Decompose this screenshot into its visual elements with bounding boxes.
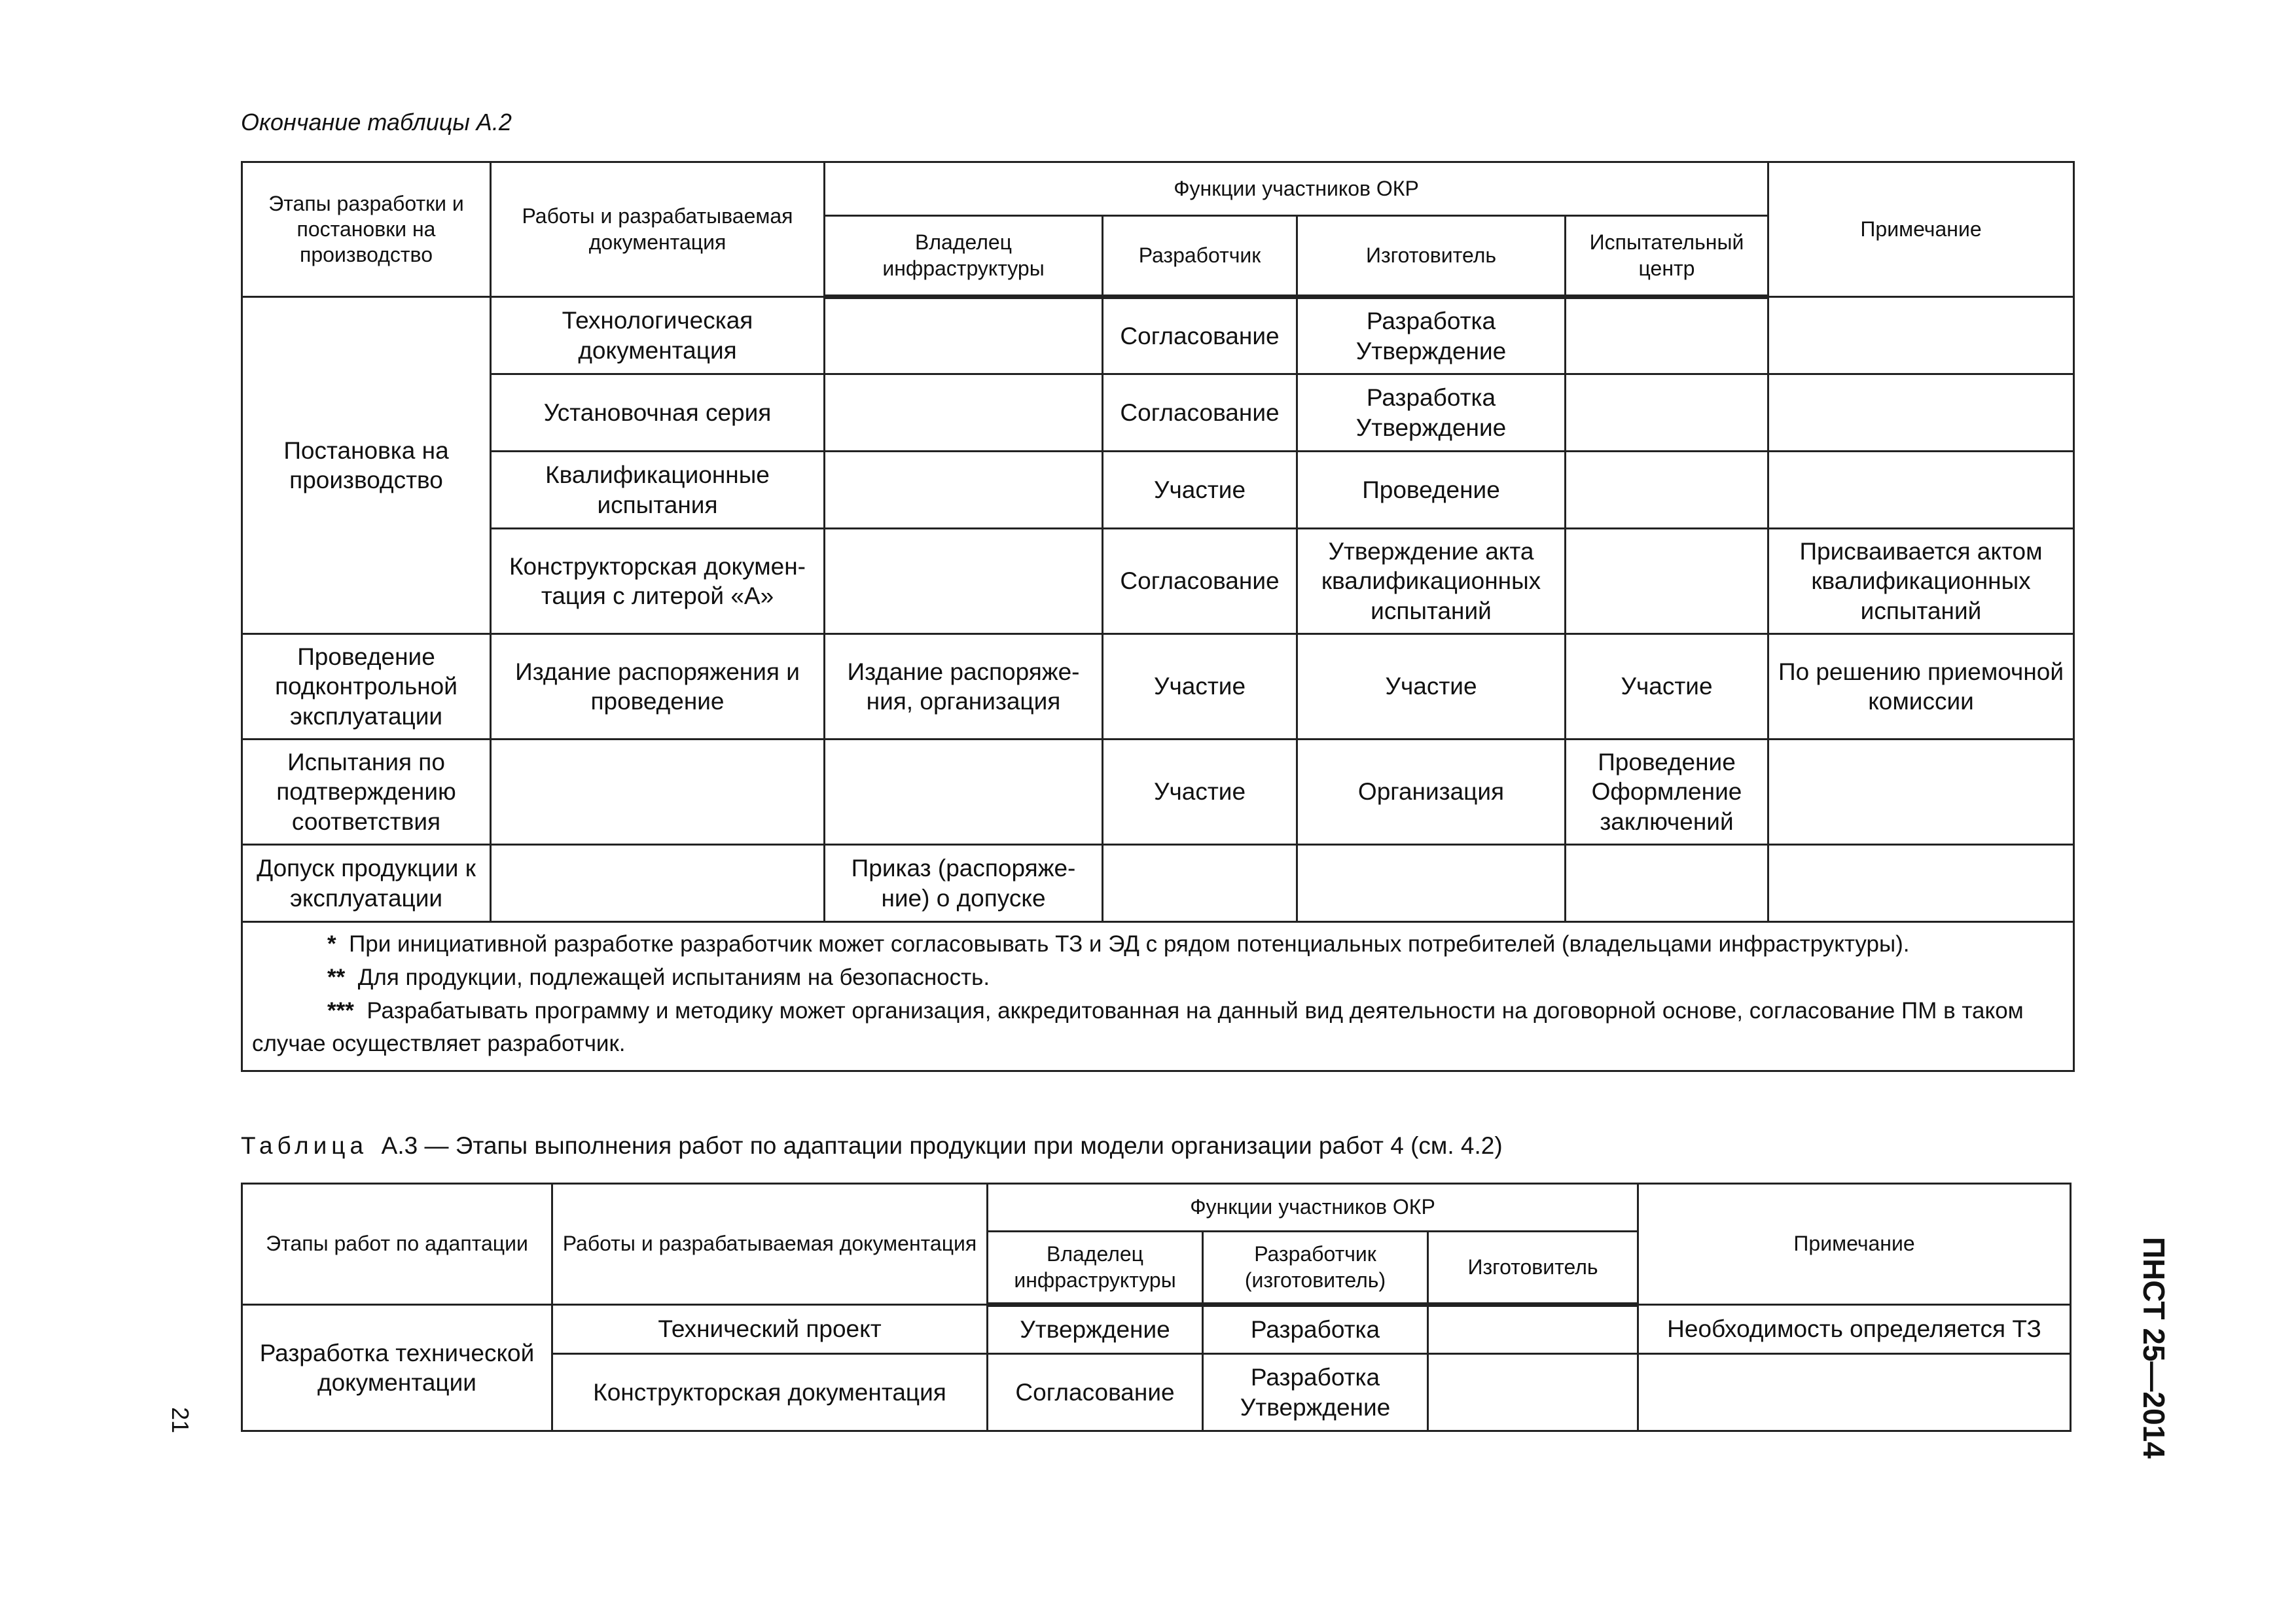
header-stages: Этапы разработки и постановки на производство — [242, 162, 491, 297]
header-functions: Функции участников ОКР — [988, 1184, 1638, 1232]
test-center-cell — [1566, 374, 1768, 452]
developer-cell: Участие — [1103, 452, 1297, 529]
table-a2 — [241, 161, 2075, 1072]
note-cell: Присваивается актом квалификационных испытаний — [1768, 529, 2074, 634]
work-cell: Конструкторская документация — [552, 1354, 988, 1431]
owner-cell: Издание распоряже-ния, организация — [825, 634, 1103, 740]
owner-cell — [825, 740, 1103, 845]
work-cell: Технологическая документация — [491, 297, 825, 374]
work-cell — [491, 740, 825, 845]
document-code: ПНСТ 25—2014 — [2137, 1237, 2171, 1459]
manufacturer-cell — [1428, 1354, 1638, 1431]
owner-cell: Утверждение — [988, 1305, 1203, 1354]
header-works: Работы и разрабатываемая документация — [552, 1184, 988, 1305]
stage-cell: Постановка на производство — [242, 297, 491, 634]
header-note: Примечание — [1768, 162, 2074, 297]
developer-cell: Разработка — [1203, 1305, 1428, 1354]
work-cell: Издание распоряжения и проведение — [491, 634, 825, 740]
work-cell — [491, 845, 825, 922]
manufacturer-cell — [1297, 845, 1566, 922]
header-stages: Этапы работ по адаптации — [242, 1184, 552, 1305]
table-a3 — [241, 1183, 2072, 1432]
header-manufacturer: Изготовитель — [1428, 1232, 1638, 1305]
note-cell — [1768, 297, 2074, 374]
note-cell — [1638, 1354, 2071, 1431]
developer-cell: Согласование — [1103, 374, 1297, 452]
test-center-cell — [1566, 845, 1768, 922]
header-manufacturer: Изготовитель — [1297, 216, 1566, 297]
test-center-cell — [1566, 529, 1768, 634]
manufacturer-cell: Организация — [1297, 740, 1566, 845]
test-center-cell — [1566, 452, 1768, 529]
test-center-cell — [1566, 297, 1768, 374]
header-note: Примечание — [1638, 1184, 2071, 1305]
manufacturer-cell: Разработка Утверждение — [1297, 374, 1566, 452]
manufacturer-cell — [1428, 1305, 1638, 1354]
manufacturer-cell: Разработка Утверждение — [1297, 297, 1566, 374]
work-cell: Конструкторская докумен-тация с литерой «А» — [491, 529, 825, 634]
note-cell — [1768, 845, 2074, 922]
header-owner: Владелец инфраструктуры — [988, 1232, 1203, 1305]
footnote-3: *** Разрабатывать программу и методику может организация, аккредитованная на данный вид деятельности на договорной основе, согласование ПМ в таком случае осуществляет разработчик. — [252, 997, 2024, 1057]
table-row — [242, 740, 2074, 845]
owner-cell: Согласование — [988, 1354, 1203, 1431]
table-row — [242, 845, 2074, 922]
developer-cell: Согласование — [1103, 529, 1297, 634]
note-cell — [1768, 452, 2074, 529]
developer-cell: Участие — [1103, 740, 1297, 845]
table-row — [242, 634, 2074, 740]
developer-cell — [1103, 845, 1297, 922]
stage-cell: Проведение подконтрольной эксплуатации — [242, 634, 491, 740]
stage-cell: Испытания по подтверждению соответствия — [242, 740, 491, 845]
stage-cell: Разработка технической документации — [242, 1305, 552, 1431]
stage-cell: Допуск продукции к эксплуатации — [242, 845, 491, 922]
work-cell: Установочная серия — [491, 374, 825, 452]
manufacturer-cell: Проведение — [1297, 452, 1566, 529]
developer-cell: Согласование — [1103, 297, 1297, 374]
table-row — [242, 297, 2074, 374]
table-row — [242, 1305, 2071, 1354]
owner-cell: Приказ (распоряже-ние) о допуске — [825, 845, 1103, 922]
header-works: Работы и разрабатываемая документация — [491, 162, 825, 297]
header-developer: Разработчик (изготовитель) — [1203, 1232, 1428, 1305]
note-cell: По решению приемочной комиссии — [1768, 634, 2074, 740]
owner-cell — [825, 374, 1103, 452]
owner-cell — [825, 452, 1103, 529]
note-cell — [1768, 374, 2074, 452]
manufacturer-cell: Участие — [1297, 634, 1566, 740]
footnote-2: ** Для продукции, подлежащей испытаниям на безопасность. — [327, 964, 990, 990]
work-cell: Квалификационные испытания — [491, 452, 825, 529]
work-cell: Технический проект — [552, 1305, 988, 1354]
header-developer: Разработчик — [1103, 216, 1297, 297]
owner-cell — [825, 529, 1103, 634]
developer-cell: Разработка Утверждение — [1203, 1354, 1428, 1431]
note-cell: Необходимость определяется ТЗ — [1638, 1305, 2071, 1354]
developer-cell: Участие — [1103, 634, 1297, 740]
table-a3-title: Таблица А.3 — Этапы выполнения работ по адаптации продукции при модели организации работ 4 (см. 4.2) — [241, 1132, 1503, 1159]
header-test-center: Испытательный центр — [1566, 216, 1768, 297]
owner-cell — [825, 297, 1103, 374]
header-owner: Владелец инфраструктуры — [825, 216, 1103, 297]
page-number: 21 — [167, 1407, 194, 1434]
table-footnotes — [242, 922, 2074, 1071]
footnote-1: * При инициативной разработке разработчик может согласовывать ТЗ и ЭД с рядом потенциальных потребителей (владельцами инфраструктуры). — [327, 931, 1910, 957]
table-row — [242, 374, 2074, 452]
header-functions: Функции участников ОКР — [825, 162, 1768, 216]
test-center-cell: Участие — [1566, 634, 1768, 740]
table-row — [242, 529, 2074, 634]
manufacturer-cell: Утверждение акта квалификационных испытаний — [1297, 529, 1566, 634]
note-cell — [1768, 740, 2074, 845]
test-center-cell: Проведение Оформление заключений — [1566, 740, 1768, 845]
continuation-caption: Окончание таблицы А.2 — [241, 109, 512, 135]
table-row — [242, 452, 2074, 529]
